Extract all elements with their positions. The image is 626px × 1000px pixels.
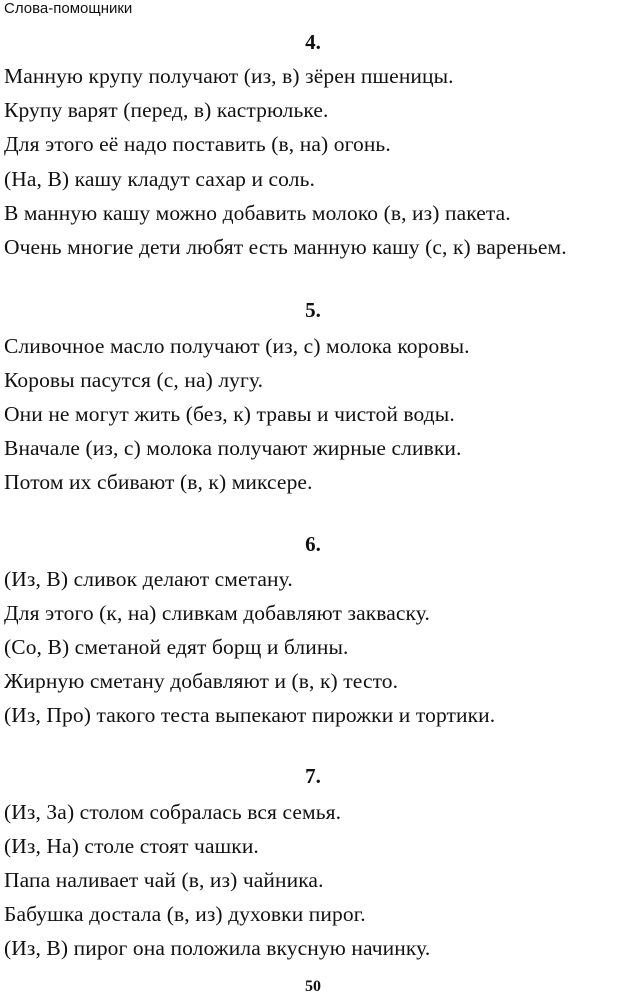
sentence-line: В манную кашу можно добавить молоко (в, из) пакета. xyxy=(4,201,511,225)
sentence-line: Жирную сметану добавляют и (в, к) тесто. xyxy=(4,669,399,693)
sentence-line: Крупу варят (перед, в) кастрюльке. xyxy=(4,98,329,122)
sentence-line: Сливочное масло получают (из, с) молока коровы. xyxy=(4,334,470,358)
sentence-line: Потом их сбивают (в, к) миксере. xyxy=(4,470,313,494)
sentence-line: Для этого её надо поставить (в, на) огонь. xyxy=(4,132,391,156)
sentence-line: (Из, На) столе стоят чашки. xyxy=(4,834,259,858)
sentence-line: (На, В) кашу кладут сахар и соль. xyxy=(4,167,315,191)
sentence-line: Манную крупу получают (из, в) зёрен пшеницы. xyxy=(4,64,454,88)
sentence-line: (Из, Про) такого теста выпекают пирожки и тортики. xyxy=(4,703,496,727)
section-number-7: 7. xyxy=(305,764,321,788)
sentence-line: Папа наливает чай (в, из) чайника. xyxy=(4,868,324,892)
sentence-line: Они не могут жить (без, к) травы и чистой воды. xyxy=(4,402,455,426)
sentence-line: Для этого (к, на) сливкам добавляют закваску. xyxy=(4,601,430,625)
sentence-line: (Из, В) пирог она положила вкусную начинку. xyxy=(4,936,431,960)
sentence-line: (Со, В) сметаной едят борщ и блины. xyxy=(4,635,349,659)
sentence-line: (Из, В) сливок делают сметану. xyxy=(4,567,293,591)
running-header: Слова-помощники xyxy=(4,0,133,17)
sentence-line: Вначале (из, с) молока получают жирные сливки. xyxy=(4,436,462,460)
sentence-line: Очень многие дети любят есть манную кашу (с, к) вареньем. xyxy=(4,235,567,259)
section-number-4: 4. xyxy=(305,30,321,54)
section-number-5: 5. xyxy=(305,298,321,322)
section-number-6: 6. xyxy=(305,532,321,556)
page-number: 50 xyxy=(305,978,321,995)
sentence-line: Коровы пасутся (с, на) лугу. xyxy=(4,368,264,392)
sentence-line: Бабушка достала (в, из) духовки пирог. xyxy=(4,902,366,926)
sentence-line: (Из, За) столом собралась вся семья. xyxy=(4,800,342,824)
